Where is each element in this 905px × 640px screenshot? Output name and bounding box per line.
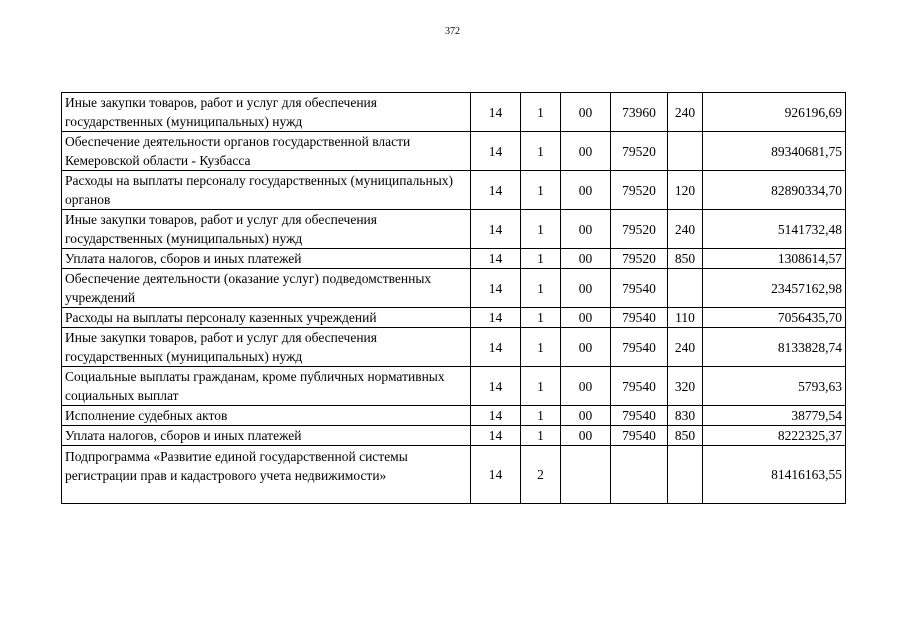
subsection-code-cell: 1 bbox=[521, 132, 561, 171]
table-row bbox=[62, 93, 846, 132]
table-row bbox=[62, 406, 846, 426]
row-name-cell: Подпрограмма «Развитие единой государственной системы регистрации прав и кадастрового учета недвижимости» bbox=[62, 446, 471, 504]
subsection-code-cell: 1 bbox=[521, 269, 561, 308]
amount-cell: 5141732,48 bbox=[703, 210, 846, 249]
table-row bbox=[62, 446, 846, 504]
subsection-code-cell: 1 bbox=[521, 171, 561, 210]
row-name-cell: Расходы на выплаты персоналу казенных учреждений bbox=[62, 308, 471, 328]
row-name-cell: Исполнение судебных актов bbox=[62, 406, 471, 426]
budget-table-body bbox=[62, 93, 846, 504]
subsection-code-cell: 1 bbox=[521, 308, 561, 328]
row-name-cell: Обеспечение деятельности (оказание услуг) подведомственных учреждений bbox=[62, 269, 471, 308]
expense-type-cell: 110 bbox=[668, 308, 703, 328]
budget-table bbox=[61, 92, 846, 504]
direction-code-cell: 79540 bbox=[611, 426, 668, 446]
program-code-cell: 00 bbox=[561, 426, 611, 446]
table-row bbox=[62, 132, 846, 171]
row-name-cell: Обеспечение деятельности органов государственной власти Кемеровской области - Кузбасса bbox=[62, 132, 471, 171]
table-row bbox=[62, 249, 846, 269]
table-row bbox=[62, 171, 846, 210]
section-code-cell: 14 bbox=[471, 132, 521, 171]
direction-code-cell bbox=[611, 446, 668, 504]
expense-type-cell bbox=[668, 446, 703, 504]
section-code-cell: 14 bbox=[471, 426, 521, 446]
amount-cell: 23457162,98 bbox=[703, 269, 846, 308]
direction-code-cell: 79520 bbox=[611, 171, 668, 210]
expense-type-cell: 830 bbox=[668, 406, 703, 426]
subsection-code-cell: 1 bbox=[521, 210, 561, 249]
amount-cell: 8133828,74 bbox=[703, 328, 846, 367]
program-code-cell: 00 bbox=[561, 93, 611, 132]
expense-type-cell: 240 bbox=[668, 328, 703, 367]
row-name-cell: Иные закупки товаров, работ и услуг для обеспечения государственных (муниципальных) нужд bbox=[62, 328, 471, 367]
program-code-cell: 00 bbox=[561, 308, 611, 328]
expense-type-cell bbox=[668, 269, 703, 308]
section-code-cell: 14 bbox=[471, 328, 521, 367]
subsection-code-cell: 1 bbox=[521, 426, 561, 446]
section-code-cell: 14 bbox=[471, 269, 521, 308]
table-row bbox=[62, 308, 846, 328]
expense-type-cell: 850 bbox=[668, 426, 703, 446]
row-name-cell: Уплата налогов, сборов и иных платежей bbox=[62, 249, 471, 269]
section-code-cell: 14 bbox=[471, 93, 521, 132]
program-code-cell: 00 bbox=[561, 171, 611, 210]
row-name-cell: Иные закупки товаров, работ и услуг для обеспечения государственных (муниципальных) нужд bbox=[62, 93, 471, 132]
row-name-cell: Уплата налогов, сборов и иных платежей bbox=[62, 426, 471, 446]
amount-cell: 5793,63 bbox=[703, 367, 846, 406]
section-code-cell: 14 bbox=[471, 171, 521, 210]
program-code-cell: 00 bbox=[561, 249, 611, 269]
direction-code-cell: 79540 bbox=[611, 406, 668, 426]
page-number: 372 bbox=[445, 26, 460, 37]
direction-code-cell: 79540 bbox=[611, 308, 668, 328]
program-code-cell: 00 bbox=[561, 269, 611, 308]
program-code-cell: 00 bbox=[561, 406, 611, 426]
row-name-cell: Социальные выплаты гражданам, кроме публичных нормативных социальных выплат bbox=[62, 367, 471, 406]
table-row bbox=[62, 426, 846, 446]
section-code-cell: 14 bbox=[471, 367, 521, 406]
program-code-cell: 00 bbox=[561, 210, 611, 249]
table-row bbox=[62, 210, 846, 249]
subsection-code-cell: 1 bbox=[521, 328, 561, 367]
table-row bbox=[62, 367, 846, 406]
expense-type-cell: 120 bbox=[668, 171, 703, 210]
section-code-cell: 14 bbox=[471, 406, 521, 426]
expense-type-cell: 240 bbox=[668, 93, 703, 132]
amount-cell: 82890334,70 bbox=[703, 171, 846, 210]
direction-code-cell: 79520 bbox=[611, 210, 668, 249]
amount-cell: 926196,69 bbox=[703, 93, 846, 132]
subsection-code-cell: 1 bbox=[521, 93, 561, 132]
direction-code-cell: 79520 bbox=[611, 249, 668, 269]
table-row bbox=[62, 269, 846, 308]
table-row bbox=[62, 328, 846, 367]
section-code-cell: 14 bbox=[471, 308, 521, 328]
amount-cell: 7056435,70 bbox=[703, 308, 846, 328]
subsection-code-cell: 2 bbox=[521, 446, 561, 504]
program-code-cell: 00 bbox=[561, 328, 611, 367]
amount-cell: 38779,54 bbox=[703, 406, 846, 426]
expense-type-cell: 850 bbox=[668, 249, 703, 269]
amount-cell: 8222325,37 bbox=[703, 426, 846, 446]
program-code-cell: 00 bbox=[561, 132, 611, 171]
amount-cell: 1308614,57 bbox=[703, 249, 846, 269]
expense-type-cell: 240 bbox=[668, 210, 703, 249]
direction-code-cell: 79540 bbox=[611, 367, 668, 406]
expense-type-cell bbox=[668, 132, 703, 171]
amount-cell: 89340681,75 bbox=[703, 132, 846, 171]
program-code-cell: 00 bbox=[561, 367, 611, 406]
direction-code-cell: 79540 bbox=[611, 269, 668, 308]
row-name-cell: Расходы на выплаты персоналу государственных (муниципальных) органов bbox=[62, 171, 471, 210]
program-code-cell bbox=[561, 446, 611, 504]
subsection-code-cell: 1 bbox=[521, 406, 561, 426]
amount-cell: 81416163,55 bbox=[703, 446, 846, 504]
direction-code-cell: 79540 bbox=[611, 328, 668, 367]
section-code-cell: 14 bbox=[471, 210, 521, 249]
direction-code-cell: 73960 bbox=[611, 93, 668, 132]
section-code-cell: 14 bbox=[471, 249, 521, 269]
subsection-code-cell: 1 bbox=[521, 367, 561, 406]
direction-code-cell: 79520 bbox=[611, 132, 668, 171]
expense-type-cell: 320 bbox=[668, 367, 703, 406]
subsection-code-cell: 1 bbox=[521, 249, 561, 269]
row-name-cell: Иные закупки товаров, работ и услуг для обеспечения государственных (муниципальных) нужд bbox=[62, 210, 471, 249]
section-code-cell: 14 bbox=[471, 446, 521, 504]
